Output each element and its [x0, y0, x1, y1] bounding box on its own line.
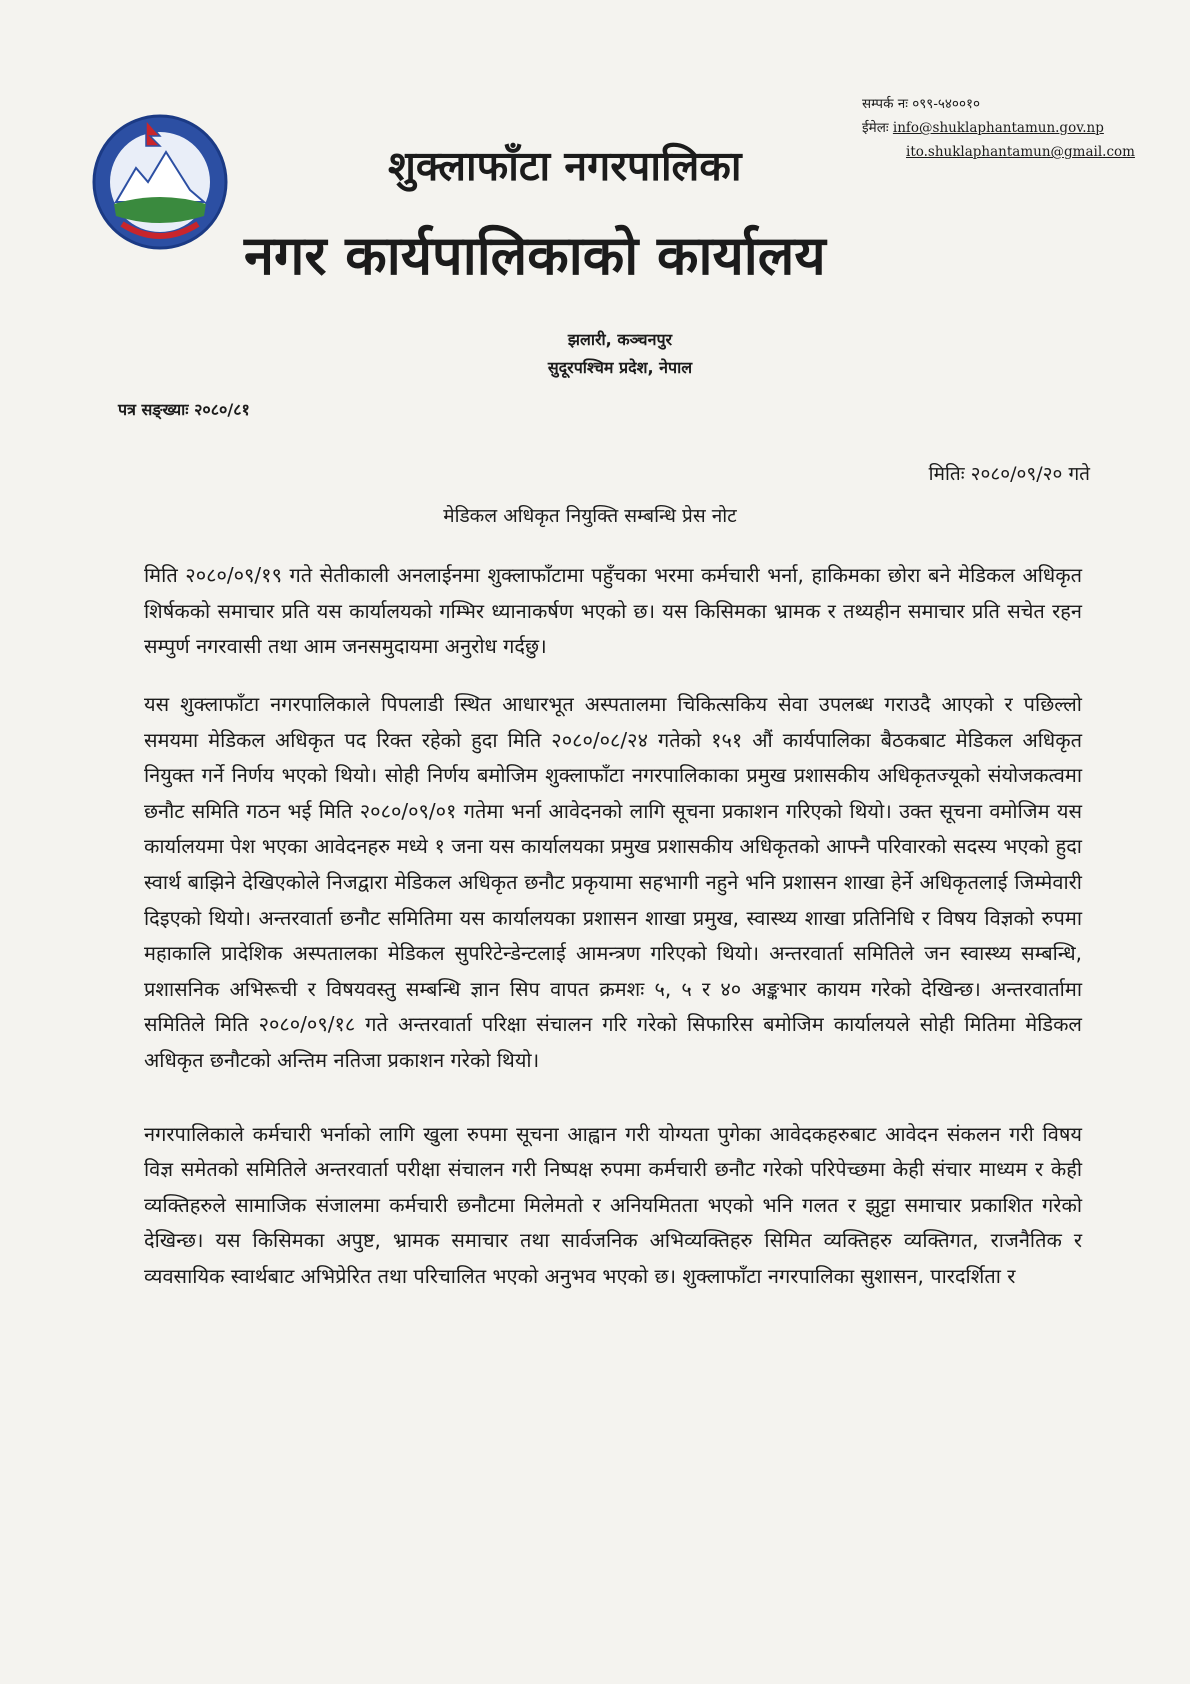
contact-phone: सम्पर्क नः ०९९-५४००१० — [862, 96, 981, 112]
email-label: ईमेलः — [862, 120, 889, 136]
reference-number: पत्र सङ्ख्याः २०८०/८१ — [118, 400, 250, 419]
address-line-1: झलारी, कञ्चनपुर — [567, 330, 673, 349]
body-paragraph-2: यस शुक्लाफाँटा नगरपालिकाले पिपलाडी स्थित आधारभूत अस्पतालमा चिकित्सकिय सेवा उपलब्ध गराउदै आएको र पछिल्लो समयमा मेडिकल अधिकृत पद रिक्त रहेको हुदा मिति २०८०/०८/२४ गतेको १५१ औं कार्यपालिका बैठकबाट मेडिकल अधिकृत नियुक्त गर्ने निर्णय भएको थियो। सोही निर्णय बमोजिम शुक्लाफाँटा नगरपालिकाका प्रमुख प्रशासकीय अधिकृतज्यूको संयोजकत्वमा छनौट समिति गठन भई मिति २०८०/०९/०१ गतेमा भर्ना आवेदनको लागि सूचना प्रकाशन गरिएको थियो। उक्त सूचना वमोजिम यस कार्यालयमा पेश भएका आवेदनहरु मध्ये १ जना यस कार्यालयका प्रमुख प्रशासकीय अधिकृतको आफ्नै परिवारको सदस्य भएको हुदा स्वार्थ बाझिने देखिएकोले निजद्वारा मेडिकल अधिकृत छनौट प्रकृयामा सहभागी नहुने भनि प्रशासन शाखा हेर्ने अधिकृतलाई जिम्मेवारी दिइएको थियो। अन्तरवार्ता छनौट समितिमा यस कार्यालयका प्रशासन शाखा प्रमुख, स्वास्थ्य शाखा प्रतिनिधि र विषय विज्ञको रुपमा महाकालि प्रादेशिक अस्पतालका मेडिकल सुपरिटेन्डेन्टलाई आमन्त्रण गरिएको थियो। अन्तरवार्ता समितिले जन स्वास्थ्य सम्बन्धि, प्रशासनिक अभिरूची र विषयवस्तु सम्बन्धि ज्ञान सिप वापत क्रमशः ५, ५ र ४० अङ्कभार कायम गरेको देखिन्छ। अन्तरवार्तामा समितिले मिति २०८०/०९/१८ गते अन्तरवार्ता परिक्षा संचालन गरि गरेको सिफारिस बमोजिम कार्यालयले सोही मितिमा मेडिकल अधिकृत छनौटको अन्तिम नतिजा प्रकाशन गरेको थियो। — [144, 692, 1082, 1072]
letter-subject: मेडिकल अधिकृत नियुक्ति सम्बन्धि प्रेस नोट — [443, 505, 737, 527]
address-line-2: सुदूरपश्चिम प्रदेश, नेपाल — [547, 358, 693, 377]
body-paragraph-1: मिति २०८०/०९/१९ गते सेतीकाली अनलाईनमा शुक्लाफाँटामा पहुँचका भरमा कर्मचारी भर्ना, हाकिमका छोरा बने मेडिकल अधिकृत शिर्षकको समाचार प्रति यस कार्यालयको गम्भिर ध्यानाकर्षण भएको छ। यस किसिमका भ्रामक र तथ्यहीन समाचार प्रति सचेत रहन सम्पुर्ण नगरवासी तथा आम जनसमुदायमा अनुरोध गर्दछु। — [144, 563, 1082, 659]
address-block — [470, 326, 770, 382]
contact-block — [862, 92, 1162, 164]
email-link-primary[interactable]: info@shuklaphantamun.gov.np — [892, 120, 1104, 136]
email-link-secondary[interactable]: ito.shuklaphantamun@gmail.com — [906, 144, 1135, 160]
office-name: नगर कार्यपालिकाको कार्यालय — [244, 224, 826, 287]
letter-date: मितिः २०८०/०९/२० गते — [928, 463, 1090, 485]
municipality-name: शुक्लाफाँटा नगरपालिका — [388, 142, 742, 190]
body-paragraph-3: नगरपालिकाले कर्मचारी भर्नाको लागि खुला रुपमा सूचना आह्वान गरी योग्यता पुगेका आवेदकहरुबाट आवेदन संकलन गरी विषय विज्ञ समेतको समितिले अन्तरवार्ता परीक्षा संचालन गरी निष्पक्ष रुपमा कर्मचारी छनौट गरेको परिपेच्छमा केही संचार माध्यम र केही व्यक्तिहरुले सामाजिक संजालमा कर्मचारी छनौटमा मिलेमतो र अनियमितता भएको भनि गलत र झुट्टा समाचार प्रकाशित गरेको देखिन्छ। यस किसिमका अपुष्ट, भ्रामक समाचार तथा सार्वजनिक अभिव्यक्तिहरु सिमित व्यक्तिहरु व्यक्तिगत, राजनैतिक र व्यवसायिक स्वार्थबाट अभिप्रेरित तथा परिचालित भएको अनुभव भएको छ। शुक्लाफाँटा नगरपालिका सुशासन, पारदर्शिता र — [144, 1121, 1082, 1288]
nepal-emblem-icon — [86, 106, 234, 254]
letter-body — [144, 558, 1082, 1295]
